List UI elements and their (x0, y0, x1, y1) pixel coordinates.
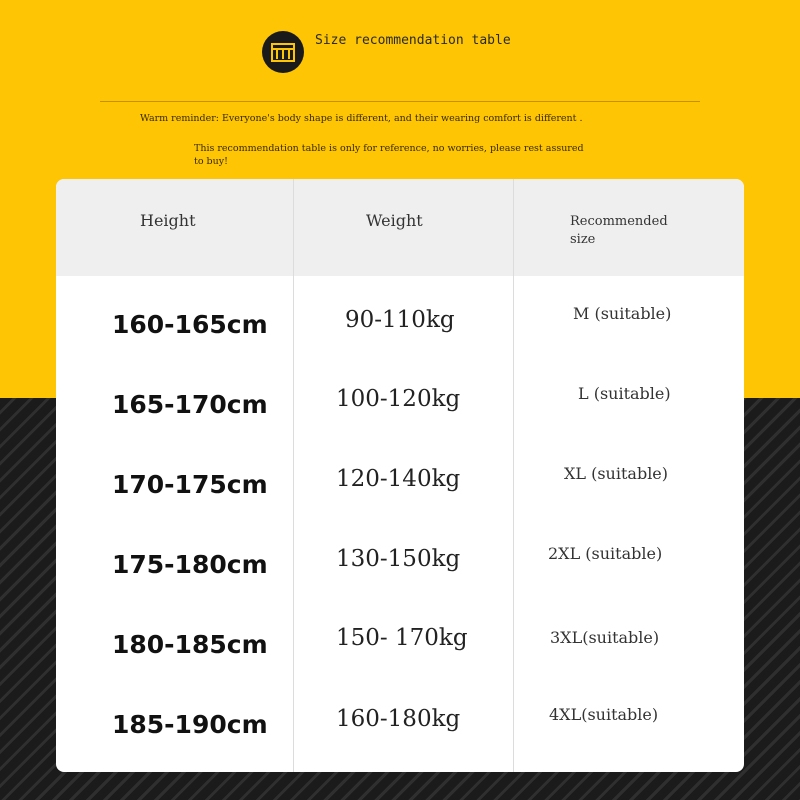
size-cell: XL (suitable) (564, 464, 669, 483)
page-title: Size recommendation table (315, 33, 511, 48)
size-cell: L (suitable) (578, 384, 671, 403)
weight-cell: 160-180kg (336, 706, 461, 732)
weight-cell: 90-110kg (345, 307, 455, 333)
size-cell: M (suitable) (573, 304, 672, 323)
divider (100, 101, 700, 102)
weight-cell: 150- 170kg (336, 625, 468, 651)
weight-cell: 120-140kg (336, 466, 461, 492)
column-header-height: Height (140, 211, 196, 230)
reminder-line-2: This recommendation table is only for reference, no worries, please rest assured to buy! (194, 143, 584, 167)
height-cell: 180-185cm (112, 630, 268, 659)
size-cell: 2XL (suitable) (548, 544, 663, 563)
height-cell: 175-180cm (112, 550, 268, 579)
height-cell: 165-170cm (112, 390, 268, 419)
height-cell: 160-165cm (112, 310, 268, 339)
column-header-weight: Weight (366, 211, 423, 230)
column-header-size: Recommended size (570, 214, 668, 247)
size-cell: 4XL(suitable) (549, 705, 659, 724)
column-divider (513, 179, 514, 772)
weight-cell: 130-150kg (336, 546, 461, 572)
size-table (56, 179, 744, 772)
size-cell: 3XL(suitable) (550, 628, 660, 647)
height-cell: 170-175cm (112, 470, 268, 499)
clothing-rack-icon (262, 31, 304, 73)
weight-cell: 100-120kg (336, 386, 461, 412)
column-divider (293, 179, 294, 772)
height-cell: 185-190cm (112, 710, 268, 739)
reminder-line-1: Warm reminder: Everyone's body shape is different, and their wearing comfort is different . (140, 113, 583, 124)
